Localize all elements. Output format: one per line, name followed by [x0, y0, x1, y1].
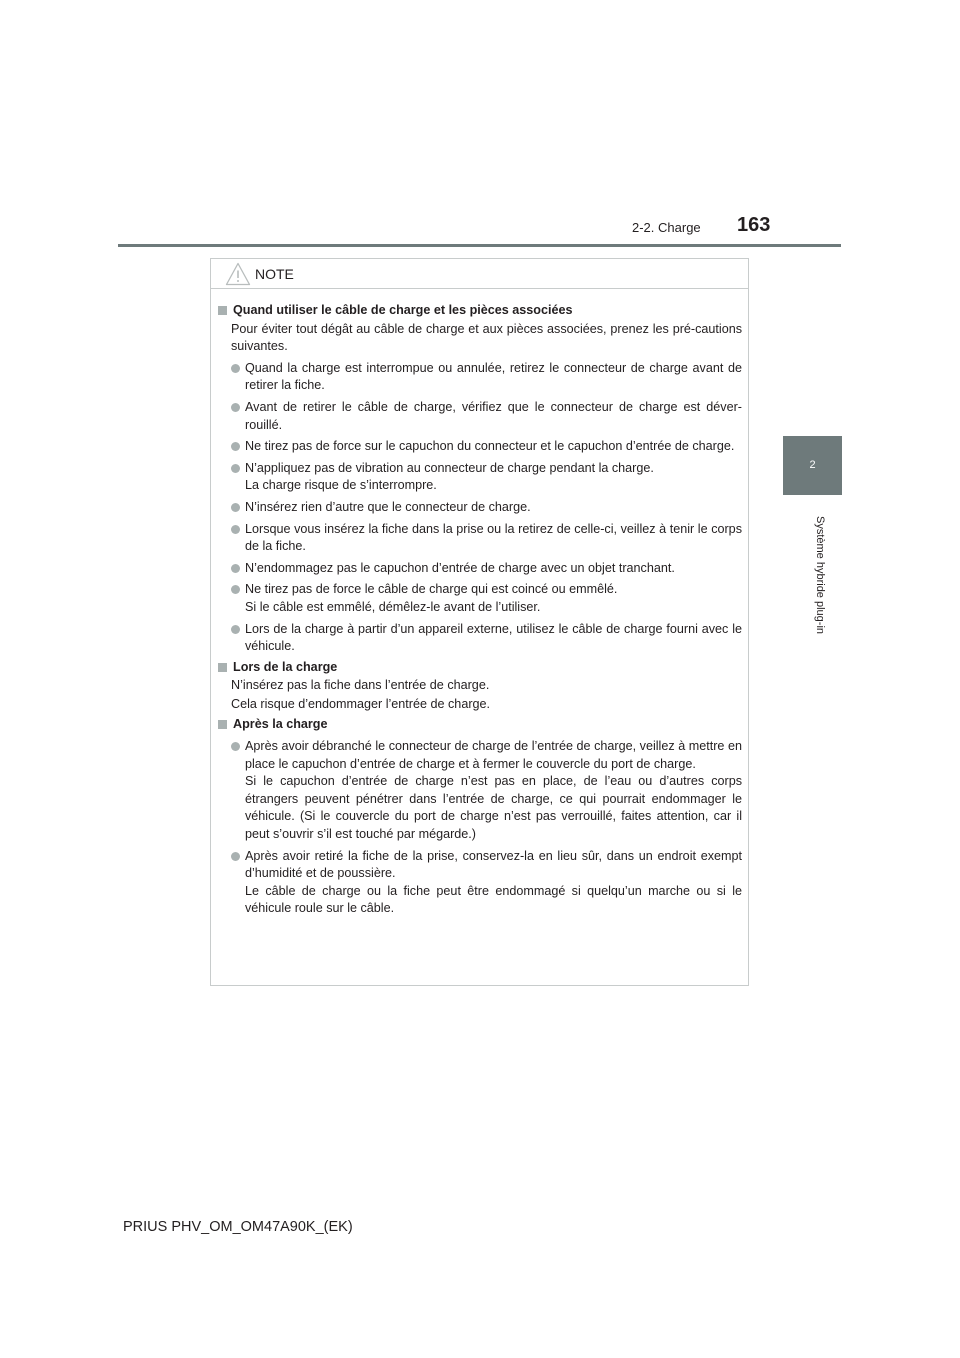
bullet-line: Si le câble est emmêlé, démêlez-le avant de l’utiliser. — [245, 599, 541, 614]
bullet-item — [218, 621, 742, 656]
bullet-line: N’appliquez pas de vibration au connecteur de charge pendant la charge. — [245, 460, 654, 475]
bullet-line: Ne tirez pas de force le câble de charge qui est coincé ou emmêlé. — [245, 582, 618, 597]
bullet-text — [245, 738, 742, 844]
bullet-item — [218, 560, 742, 578]
bullet-text — [245, 848, 742, 918]
circle-bullet-icon — [231, 742, 240, 751]
square-bullet-icon — [218, 663, 227, 672]
note-title: NOTE — [255, 265, 294, 282]
note-header — [211, 259, 748, 289]
section-heading-text: Après la charge — [233, 717, 328, 732]
warning-triangle-icon — [225, 262, 251, 286]
bullet-line: N’insérez rien d’autre que le connecteur de charge. — [245, 499, 531, 514]
bullet-text — [245, 460, 742, 495]
section-paragraph: N’insérez pas la fiche dans l’entrée de charge. — [231, 678, 490, 693]
bullet-item — [218, 438, 742, 456]
bullet-text — [245, 399, 742, 434]
bullet-item — [218, 499, 742, 517]
bullet-text — [245, 438, 742, 456]
bullet-text — [245, 360, 742, 395]
circle-bullet-icon — [231, 364, 240, 373]
section-paragraph: Pour éviter tout dégât au câble de charge et aux pièces associées, prenez les pré-cautions suivantes. — [231, 321, 742, 354]
square-bullet-icon — [218, 306, 227, 315]
bullet-text — [245, 621, 742, 656]
bullet-line: Avant de retirer le câble de charge, vérifiez que le connecteur de charge est déver-rouillé. — [245, 399, 742, 432]
section-title: 2-2. Charge — [632, 220, 701, 235]
page-number: 163 — [737, 214, 771, 236]
note-box — [210, 258, 749, 986]
bullet-text — [245, 560, 742, 578]
circle-bullet-icon — [231, 852, 240, 861]
bullet-text — [245, 521, 742, 556]
bullet-line: Lorsque vous insérez la fiche dans la prise ou la retirez de celle-ci, veillez à tenir le corps de la fiche. — [245, 521, 742, 554]
section-heading — [218, 659, 742, 677]
bullet-item — [218, 521, 742, 556]
bullet-line: Lors de la charge à partir d’un appareil externe, utilisez le câble de charge fourni avec le véhicule. — [245, 621, 742, 654]
bullet-line: Le câble de charge ou la fiche peut être endommagé si quelqu’un marche ou si le véhicule roule sur le câble. — [245, 883, 742, 916]
section-paragraph: Cela risque d’endommager l’entrée de charge. — [231, 696, 491, 711]
circle-bullet-icon — [231, 503, 240, 512]
bullet-line: Si le capuchon d’entrée de charge n’est pas en place, de l’eau ou d’autres corps étrangers peuvent pénétrer dans l’entrée de charge, ce qui pourrait endommager le véhicule. (Si le couvercle du port de charge n’est pas verrouillé, faites attention, car il peut s’ouvrir s’il est touché par mégarde.) — [245, 774, 742, 842]
section-heading-text: Quand utiliser le câble de charge et les pièces associées — [233, 303, 573, 317]
bullet-line: La charge risque de s’interrompre. — [245, 478, 437, 493]
bullet-item — [218, 738, 742, 844]
bullet-line: Ne tirez pas de force sur le capuchon du connecteur et le capuchon d’entrée de charge. — [245, 439, 735, 454]
bullet-line: Après avoir débranché le connecteur de charge de l’entrée de charge, veillez à mettre en place le capuchon d’entrée de charge et à fermer le couvercle du port de charge. — [245, 739, 742, 771]
bullet-line: Après avoir retiré la fiche de la prise, conservez-la en lieu sûr, dans un endroit exempt d’humidité et de poussière. — [245, 848, 742, 881]
circle-bullet-icon — [231, 403, 240, 412]
document-code: PRIUS PHV_OM_OM47A90K_(EK) — [123, 1219, 353, 1235]
bullet-line: Quand la charge est interrompue ou annulée, retirez le connecteur de charge avant de retirer la fiche. — [245, 360, 742, 393]
circle-bullet-icon — [231, 625, 240, 634]
circle-bullet-icon — [231, 442, 240, 451]
bullet-text — [245, 499, 742, 517]
bullet-item — [218, 399, 742, 434]
section-heading — [218, 716, 742, 734]
section-heading — [218, 302, 742, 320]
bullet-item — [218, 581, 742, 616]
chapter-label-text: Système hybride plug-in — [814, 515, 826, 634]
bullet-text — [245, 581, 742, 616]
bullet-line: N’endommagez pas le capuchon d’entrée de charge avec un objet tranchant. — [245, 560, 675, 575]
chapter-tab: 2 — [783, 436, 842, 495]
bullet-item — [218, 460, 742, 495]
circle-bullet-icon — [231, 464, 240, 473]
bullet-item — [218, 848, 742, 918]
section-heading-text: Lors de la charge — [233, 659, 338, 674]
chapter-label — [796, 505, 826, 645]
note-body — [211, 289, 748, 918]
header-rule — [118, 244, 841, 247]
circle-bullet-icon — [231, 585, 240, 594]
square-bullet-icon — [218, 720, 227, 729]
circle-bullet-icon — [231, 564, 240, 573]
bullet-item — [218, 360, 742, 395]
circle-bullet-icon — [231, 525, 240, 534]
